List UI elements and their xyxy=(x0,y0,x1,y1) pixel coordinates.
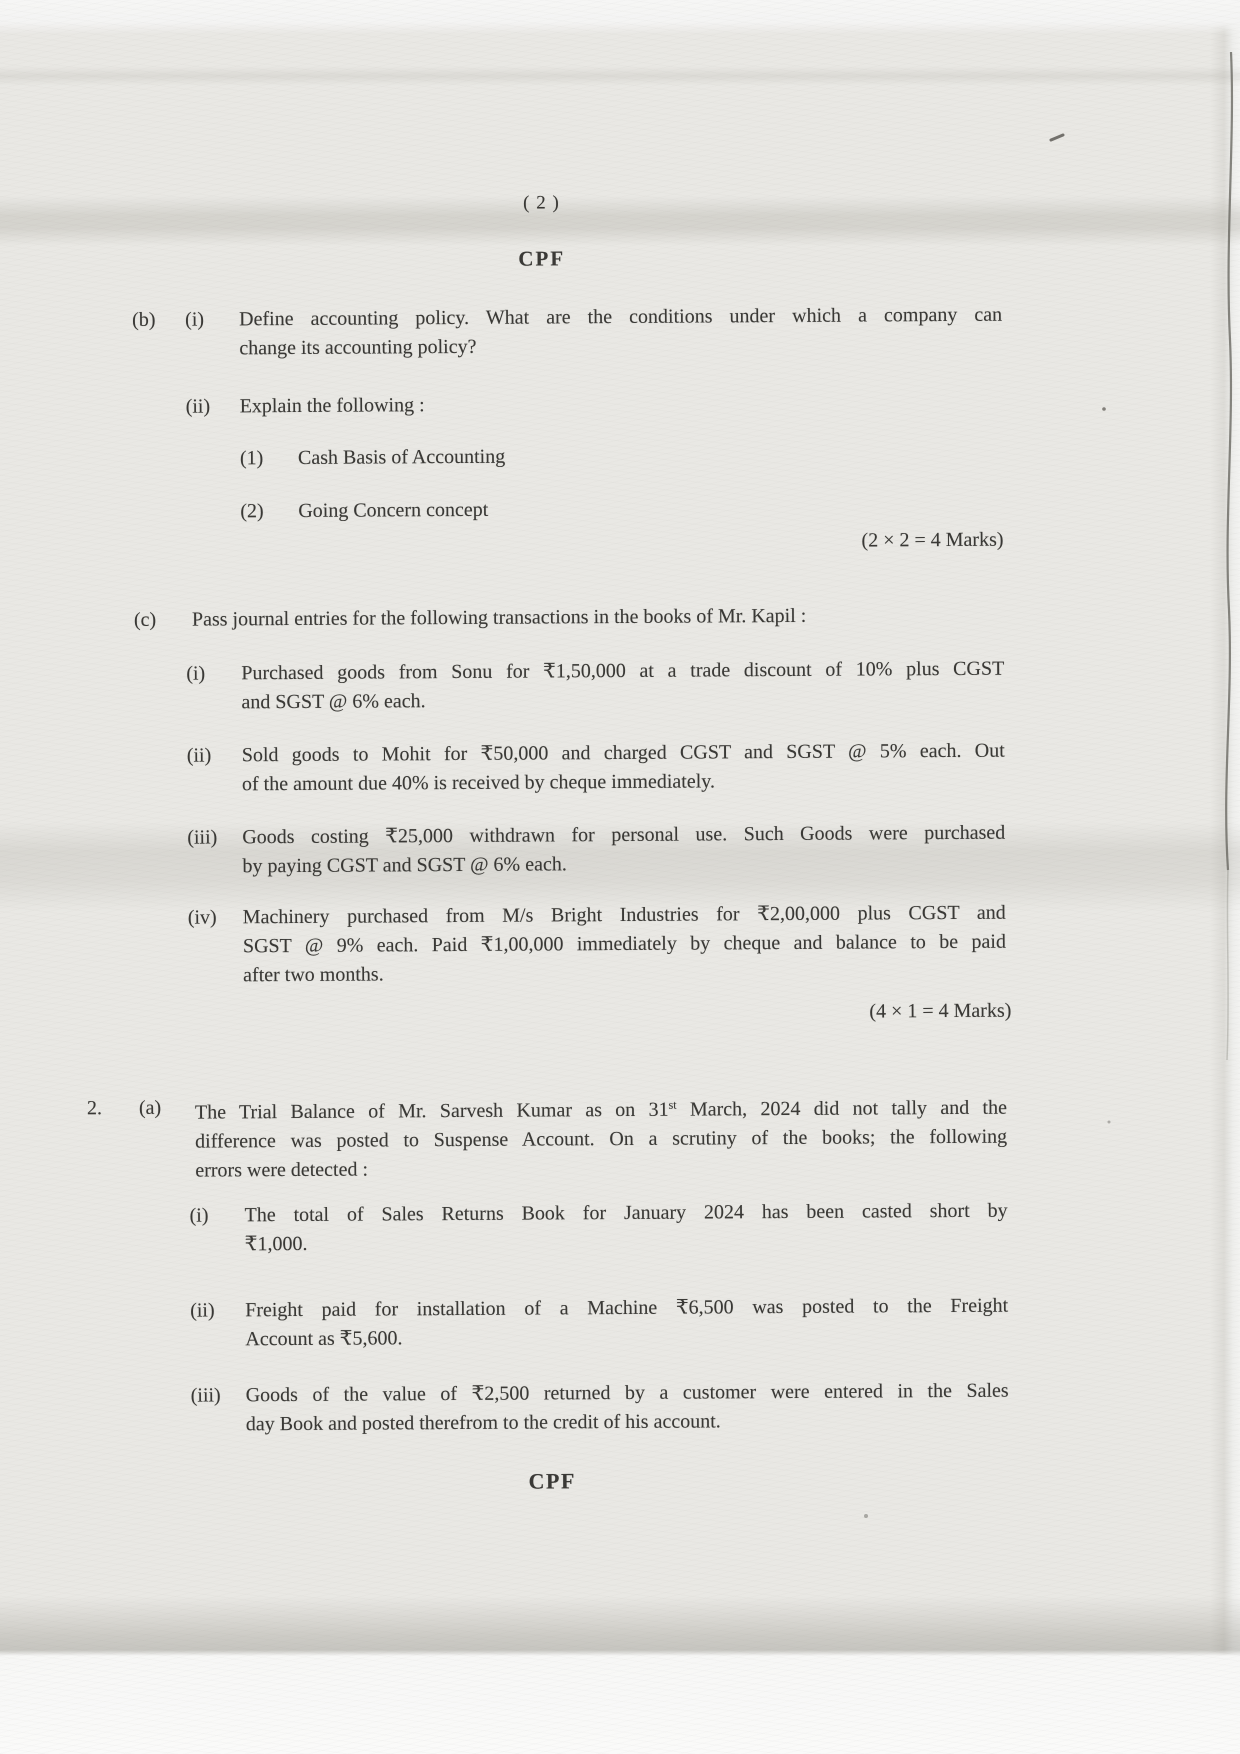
q1b-sub-1-label: (1) xyxy=(239,447,264,470)
q1c-item-i-text xyxy=(241,655,1004,718)
text-line: change its accounting policy? xyxy=(239,335,477,360)
q1c-label: (c) xyxy=(133,608,157,631)
text-line xyxy=(195,1089,1007,1128)
text-line: Goods costing ₹25,000 withdrawn for personal use. Such Goods were purchased xyxy=(242,821,1006,849)
q2-item-ii-text xyxy=(245,1292,1008,1355)
ordinal-superscript: st xyxy=(668,1097,677,1112)
text-line: and SGST @ 6% each. xyxy=(241,690,426,714)
q2-item-iii-text xyxy=(246,1377,1009,1440)
q1b-item-i-label: (i) xyxy=(185,308,205,331)
q1b-sub-1-text: Cash Basis of Accounting xyxy=(297,445,506,469)
text-line: SGST @ 9% each. Paid ₹1,00,000 immediately by cheque and balance to be paid xyxy=(242,930,1007,958)
text-line: The total of Sales Returns Book for January 2024 has been casted short by xyxy=(244,1199,1008,1227)
q2-intro xyxy=(195,1089,1008,1186)
q1c-item-ii-label: (ii) xyxy=(186,744,212,767)
q1c-item-iv-text xyxy=(243,899,1007,991)
q1c-item-iv-label: (iv) xyxy=(187,906,217,929)
q1b-label: (b) xyxy=(132,308,156,331)
paper-code-footer: CPF xyxy=(528,1468,576,1494)
text-line: ₹1,000. xyxy=(244,1232,308,1256)
q1c-item-i-label: (i) xyxy=(186,662,206,685)
text-line: errors were detected : xyxy=(195,1158,369,1182)
text-line: of the amount due 40% is received by cheque immediately. xyxy=(241,770,716,796)
q2-item-iii-label: (iii) xyxy=(190,1384,221,1407)
text-line: Sold goods to Mohit for ₹50,000 and charged CGST and SGST @ 5% each. Out xyxy=(241,739,1005,767)
q2-part-label: (a) xyxy=(138,1096,162,1119)
q2-item-ii-label: (ii) xyxy=(190,1299,215,1322)
q2-item-i-text xyxy=(245,1197,1008,1260)
q1b-sub-2-label: (2) xyxy=(240,500,264,523)
q1c-marks: (4 × 1 = 4 Marks) xyxy=(869,999,1012,1023)
text-line: Account as ₹5,600. xyxy=(245,1327,403,1351)
q1c-item-iii-label: (iii) xyxy=(187,826,218,849)
q1c-item-iii-text xyxy=(242,819,1005,882)
q1c-intro: Pass journal entries for the following transactions in the books of Mr. Kapil : xyxy=(191,604,807,631)
text-line: Purchased goods from Sonu for ₹1,50,000 at a trade discount of 10% plus CGST xyxy=(241,657,1005,685)
text-line: Define accounting policy. What are the conditions under which a company can xyxy=(239,303,1003,331)
q1b-marks: (2 × 2 = 4 Marks) xyxy=(861,528,1004,552)
intro-line1-after: March, 2024 did not tally and the xyxy=(676,1096,1008,1121)
page-number: ( 2 ) xyxy=(523,192,560,214)
q1b-sub-2-text: Going Concern concept xyxy=(298,498,489,522)
q1b-item-i-text xyxy=(239,301,1002,364)
text-line: by paying CGST and SGST @ 6% each. xyxy=(242,853,567,878)
paper-code-header: CPF xyxy=(518,246,566,271)
text-line: Machinery purchased from M/s Bright Industries for ₹2,00,000 plus CGST and xyxy=(242,901,1006,929)
text-line: day Book and posted therefrom to the credit of his account. xyxy=(245,1410,721,1436)
text-line: Freight paid for installation of a Machine ₹6,500 was posted to the Freight xyxy=(245,1294,1009,1322)
text-line: Goods of the value of ₹2,500 returned by a customer were entered in the Sales xyxy=(245,1379,1009,1407)
q2-number: 2. xyxy=(86,1097,103,1120)
q1b-item-ii-text: Explain the following : xyxy=(239,394,425,418)
text-line: difference was posted to Suspense Account. On a scrutiny of the books; the following xyxy=(195,1125,1008,1153)
q2-item-i-label: (i) xyxy=(189,1204,209,1227)
q1b-item-ii-label: (ii) xyxy=(185,395,211,418)
intro-line1-before: The Trial Balance of Mr. Sarvesh Kumar as on 31 xyxy=(194,1098,669,1124)
text-line: after two months. xyxy=(243,963,384,987)
q1c-item-ii-text xyxy=(242,737,1005,800)
